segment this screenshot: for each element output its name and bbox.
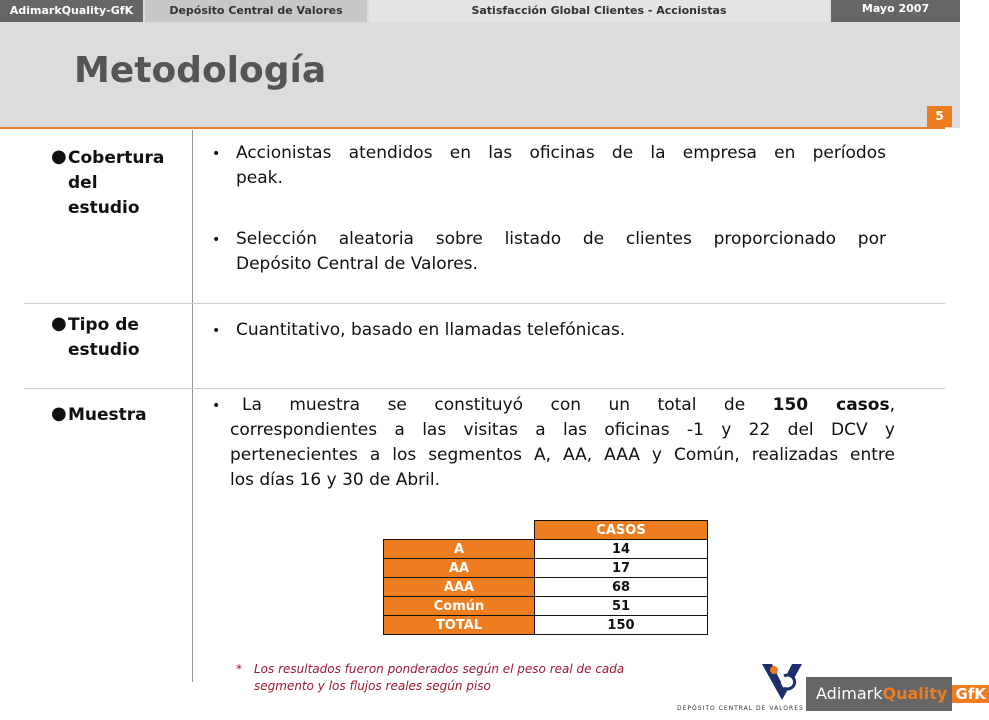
table-row xyxy=(384,559,708,578)
dcv-logo-icon xyxy=(760,660,804,704)
text-span: , xyxy=(889,395,895,415)
section-divider xyxy=(24,303,945,304)
label-line: del xyxy=(68,173,98,193)
cobertura-item-1 xyxy=(236,141,886,191)
header-divider xyxy=(0,127,945,129)
logo-adimark: Adimark xyxy=(816,684,883,703)
row-value: 17 xyxy=(535,559,708,578)
row-value: 68 xyxy=(535,578,708,597)
tab-client: Depósito Central de Valores xyxy=(145,0,367,22)
text-line: pertenecientes a los segmentos A, AA, AAA y Común, realizadas entre xyxy=(230,445,895,465)
row-value: 51 xyxy=(535,597,708,616)
table-row xyxy=(384,597,708,616)
footnote xyxy=(236,661,706,695)
adimark-gfk-logo xyxy=(806,677,986,711)
row-label: AAA xyxy=(384,578,535,597)
text-line: peak. xyxy=(236,168,283,188)
logo-wordmark xyxy=(816,684,989,704)
footnote-marker: * xyxy=(236,662,242,676)
text-line: correspondientes a las visitas a las oficinas -1 y 22 del DCV y xyxy=(230,420,895,440)
bullet-icon: • xyxy=(212,146,221,162)
logo-quality: Quality xyxy=(882,684,948,703)
bullet-icon: • xyxy=(212,398,221,414)
label-line: Cobertura xyxy=(68,148,165,168)
page-title: Metodología xyxy=(74,50,327,91)
footnote-text: Los resultados fueron ponderados según el peso real de cada xyxy=(254,662,625,676)
footnote-line: segmento y los flujos reales según piso xyxy=(254,679,491,693)
footnote-line xyxy=(236,661,706,678)
row-value: 150 xyxy=(535,616,708,635)
text-line xyxy=(230,393,895,418)
text-span: La muestra se constituyó con un total de xyxy=(242,395,773,415)
row-label: TOTAL xyxy=(384,616,535,635)
tab-date: Mayo 2007 xyxy=(831,0,960,22)
label-line: estudio xyxy=(68,198,140,218)
dcv-logo-caption: DEPÓSITO CENTRAL DE VALORES xyxy=(677,705,804,712)
cases-table xyxy=(383,520,708,635)
section-label-muestra: Muestra xyxy=(68,405,147,425)
muestra-text xyxy=(230,393,895,493)
section-bullet-icon: ● xyxy=(51,146,67,167)
bullet-icon: • xyxy=(212,323,221,339)
table-row xyxy=(384,578,708,597)
section-label-tipo xyxy=(68,313,140,363)
row-label: Común xyxy=(384,597,535,616)
text-line: Accionistas atendidos en las oficinas de la empresa en períodos xyxy=(236,143,886,163)
text-line: los días 16 y 30 de Abril. xyxy=(230,470,441,490)
table-header-casos: CASOS xyxy=(535,521,708,540)
tab-study: Satisfacción Global Clientes - Accionistas xyxy=(369,0,829,22)
row-label: AA xyxy=(384,559,535,578)
tab-brand: AdimarkQuality-GfK xyxy=(0,0,143,22)
section-divider xyxy=(24,388,945,389)
text-line: Selección aleatoria sobre listado de clientes proporcionado por xyxy=(236,229,886,249)
column-divider xyxy=(192,130,193,682)
label-line: Tipo de xyxy=(68,315,139,335)
table-row xyxy=(384,616,708,635)
bold-text: 150 casos xyxy=(772,395,890,415)
row-label: A xyxy=(384,540,535,559)
section-bullet-icon: ● xyxy=(51,313,67,334)
bullet-icon: • xyxy=(212,232,221,248)
section-bullet-icon: ● xyxy=(51,403,67,424)
section-label-cobertura xyxy=(68,146,164,221)
label-line: estudio xyxy=(68,340,140,360)
cobertura-item-2 xyxy=(236,227,886,277)
page-number-badge: 5 xyxy=(927,106,952,127)
text-line: Depósito Central de Valores. xyxy=(236,254,478,274)
logo-gfk: GfK xyxy=(952,685,988,703)
table-row xyxy=(384,540,708,559)
row-value: 14 xyxy=(535,540,708,559)
table-header-row xyxy=(384,521,708,540)
tipo-item-1: Cuantitativo, basado en llamadas telefónicas. xyxy=(236,320,626,340)
table-corner xyxy=(384,521,535,540)
